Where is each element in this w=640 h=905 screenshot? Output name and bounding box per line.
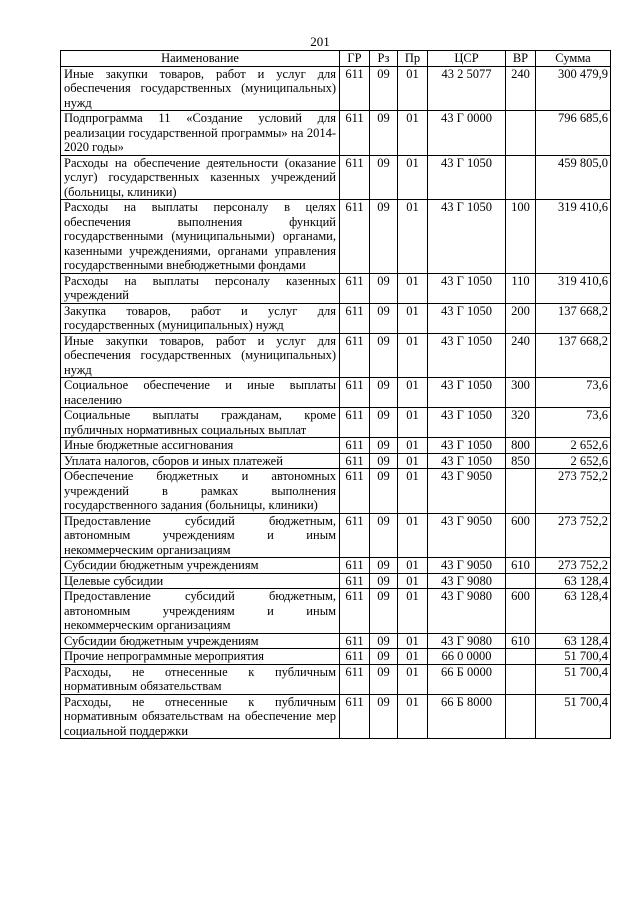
table-row	[61, 589, 611, 634]
row-csr: 43 Г 0000	[428, 111, 506, 156]
row-sum: 73,6	[536, 378, 611, 408]
row-sum: 319 410,6	[536, 200, 611, 274]
table-row	[61, 664, 611, 694]
row-sum: 273 752,2	[536, 513, 611, 558]
table-row	[61, 469, 611, 514]
row-csr: 43 Г 1050	[428, 155, 506, 200]
row-sum: 319 410,6	[536, 273, 611, 303]
row-gr: 611	[340, 453, 370, 469]
row-sum: 51 700,4	[536, 694, 611, 739]
row-pr: 01	[398, 378, 428, 408]
row-csr: 43 Г 9050	[428, 513, 506, 558]
row-name: Предоставление субсидий бюджетным, автономным учреждениям и иным некоммерческим организациям	[61, 589, 340, 634]
header-name: Наименование	[61, 51, 340, 67]
row-pr: 01	[398, 573, 428, 589]
row-rz: 09	[370, 469, 398, 514]
row-rz: 09	[370, 438, 398, 454]
row-sum: 459 805,0	[536, 155, 611, 200]
table-row	[61, 694, 611, 739]
row-rz: 09	[370, 66, 398, 111]
row-rz: 09	[370, 408, 398, 438]
row-sum: 63 128,4	[536, 633, 611, 649]
row-vr	[506, 573, 536, 589]
row-rz: 09	[370, 573, 398, 589]
row-name: Расходы на выплаты персоналу казенных учреждений	[61, 273, 340, 303]
row-vr: 300	[506, 378, 536, 408]
row-pr: 01	[398, 333, 428, 378]
row-pr: 01	[398, 111, 428, 156]
table-row	[61, 303, 611, 333]
row-sum: 51 700,4	[536, 664, 611, 694]
row-gr: 611	[340, 378, 370, 408]
row-pr: 01	[398, 558, 428, 574]
row-gr: 611	[340, 573, 370, 589]
row-gr: 611	[340, 438, 370, 454]
row-vr: 320	[506, 408, 536, 438]
row-sum: 273 752,2	[536, 558, 611, 574]
row-vr: 800	[506, 438, 536, 454]
row-pr: 01	[398, 469, 428, 514]
row-vr: 610	[506, 633, 536, 649]
row-sum: 137 668,2	[536, 333, 611, 378]
row-vr: 200	[506, 303, 536, 333]
row-vr	[506, 469, 536, 514]
page-number: 201	[310, 34, 330, 49]
row-sum: 273 752,2	[536, 469, 611, 514]
table-row	[61, 453, 611, 469]
row-sum: 63 128,4	[536, 573, 611, 589]
row-pr: 01	[398, 155, 428, 200]
table-row	[61, 200, 611, 274]
row-name: Социальные выплаты гражданам, кроме публичных нормативных социальных выплат	[61, 408, 340, 438]
row-sum: 2 652,6	[536, 438, 611, 454]
table-row	[61, 573, 611, 589]
row-pr: 01	[398, 273, 428, 303]
row-pr: 01	[398, 633, 428, 649]
row-name: Целевые субсидии	[61, 573, 340, 589]
row-vr: 600	[506, 589, 536, 634]
row-vr: 240	[506, 66, 536, 111]
row-name: Уплата налогов, сборов и иных платежей	[61, 453, 340, 469]
row-csr: 43 Г 9080	[428, 589, 506, 634]
row-pr: 01	[398, 408, 428, 438]
header-csr: ЦСР	[428, 51, 506, 67]
row-vr	[506, 664, 536, 694]
row-rz: 09	[370, 155, 398, 200]
row-csr: 43 Г 1050	[428, 333, 506, 378]
row-pr: 01	[398, 200, 428, 274]
row-vr	[506, 155, 536, 200]
row-rz: 09	[370, 333, 398, 378]
row-vr	[506, 694, 536, 739]
row-vr: 110	[506, 273, 536, 303]
row-name: Обеспечение бюджетных и автономных учреждений в рамках выполнения государственного задания (больницы, клиники)	[61, 469, 340, 514]
row-rz: 09	[370, 273, 398, 303]
table-row	[61, 513, 611, 558]
row-pr: 01	[398, 453, 428, 469]
budget-table	[60, 50, 611, 739]
row-name: Иные бюджетные ассигнования	[61, 438, 340, 454]
header-sum: Сумма	[536, 51, 611, 67]
row-name: Иные закупки товаров, работ и услуг для обеспечения государственных (муниципальных) нужд	[61, 333, 340, 378]
row-gr: 611	[340, 155, 370, 200]
table-row	[61, 633, 611, 649]
row-gr: 611	[340, 111, 370, 156]
row-pr: 01	[398, 694, 428, 739]
header-gr: ГР	[340, 51, 370, 67]
row-rz: 09	[370, 513, 398, 558]
row-name: Расходы на обеспечение деятельности (оказание услуг) государственных казенных учреждений (больницы, клиники)	[61, 155, 340, 200]
table-row	[61, 378, 611, 408]
row-csr: 43 Г 9050	[428, 558, 506, 574]
row-gr: 611	[340, 200, 370, 274]
row-gr: 611	[340, 558, 370, 574]
row-rz: 09	[370, 453, 398, 469]
header-vr: ВР	[506, 51, 536, 67]
header-pr: Пр	[398, 51, 428, 67]
row-name: Иные закупки товаров, работ и услуг для обеспечения государственных (муниципальных) нужд	[61, 66, 340, 111]
row-gr: 611	[340, 589, 370, 634]
row-rz: 09	[370, 111, 398, 156]
row-gr: 611	[340, 513, 370, 558]
row-csr: 43 Г 1050	[428, 453, 506, 469]
row-name: Социальное обеспечение и иные выплаты населению	[61, 378, 340, 408]
table-row	[61, 408, 611, 438]
row-csr: 43 Г 1050	[428, 303, 506, 333]
row-csr: 43 Г 1050	[428, 273, 506, 303]
row-name: Предоставление субсидий бюджетным, автономным учреждениям и иным некоммерческим организациям	[61, 513, 340, 558]
row-csr: 43 Г 1050	[428, 408, 506, 438]
row-pr: 01	[398, 649, 428, 665]
table-row	[61, 155, 611, 200]
table-header-row	[61, 51, 611, 67]
row-sum: 73,6	[536, 408, 611, 438]
row-gr: 611	[340, 66, 370, 111]
header-rz: Рз	[370, 51, 398, 67]
row-pr: 01	[398, 303, 428, 333]
row-rz: 09	[370, 694, 398, 739]
row-csr: 43 Г 1050	[428, 378, 506, 408]
row-rz: 09	[370, 378, 398, 408]
row-name: Субсидии бюджетным учреждениям	[61, 558, 340, 574]
row-csr: 43 Г 9050	[428, 469, 506, 514]
row-pr: 01	[398, 513, 428, 558]
row-name: Расходы, не отнесенные к публичным нормативным обязательствам	[61, 664, 340, 694]
row-sum: 63 128,4	[536, 589, 611, 634]
row-rz: 09	[370, 633, 398, 649]
row-csr: 43 Г 9080	[428, 633, 506, 649]
table-row	[61, 649, 611, 665]
row-sum: 796 685,6	[536, 111, 611, 156]
row-vr	[506, 649, 536, 665]
row-vr: 850	[506, 453, 536, 469]
row-vr: 100	[506, 200, 536, 274]
row-rz: 09	[370, 558, 398, 574]
row-gr: 611	[340, 303, 370, 333]
row-gr: 611	[340, 664, 370, 694]
row-csr: 43 Г 9080	[428, 573, 506, 589]
row-sum: 51 700,4	[536, 649, 611, 665]
row-gr: 611	[340, 408, 370, 438]
table-row	[61, 273, 611, 303]
row-rz: 09	[370, 200, 398, 274]
row-gr: 611	[340, 333, 370, 378]
row-vr	[506, 111, 536, 156]
row-rz: 09	[370, 649, 398, 665]
row-pr: 01	[398, 589, 428, 634]
row-sum: 300 479,9	[536, 66, 611, 111]
table-row	[61, 333, 611, 378]
row-vr: 610	[506, 558, 536, 574]
row-name: Закупка товаров, работ и услуг для государственных (муниципальных) нужд	[61, 303, 340, 333]
row-gr: 611	[340, 273, 370, 303]
row-name: Расходы на выплаты персоналу в целях обеспечения выполнения функций государственными (муниципальными) органами, казенными учреждениями, органами управления государственными внебюджетными фондами	[61, 200, 340, 274]
row-sum: 137 668,2	[536, 303, 611, 333]
row-pr: 01	[398, 438, 428, 454]
table-row	[61, 558, 611, 574]
table-row	[61, 66, 611, 111]
row-gr: 611	[340, 694, 370, 739]
row-csr: 43 2 5077	[428, 66, 506, 111]
row-csr: 66 Б 8000	[428, 694, 506, 739]
row-name: Прочие непрограммные мероприятия	[61, 649, 340, 665]
row-vr: 240	[506, 333, 536, 378]
row-rz: 09	[370, 303, 398, 333]
row-pr: 01	[398, 664, 428, 694]
row-csr: 43 Г 1050	[428, 200, 506, 274]
row-rz: 09	[370, 664, 398, 694]
row-name: Расходы, не отнесенные к публичным нормативным обязательствам на обеспечение мер социальной поддержки	[61, 694, 340, 739]
row-gr: 611	[340, 649, 370, 665]
row-rz: 09	[370, 589, 398, 634]
row-csr: 66 0 0000	[428, 649, 506, 665]
row-name: Подпрограмма 11 «Создание условий для реализации государственной программы» на 2014-2020 годы»	[61, 111, 340, 156]
table-row	[61, 438, 611, 454]
row-gr: 611	[340, 469, 370, 514]
row-name: Субсидии бюджетным учреждениям	[61, 633, 340, 649]
table-row	[61, 111, 611, 156]
row-pr: 01	[398, 66, 428, 111]
row-gr: 611	[340, 633, 370, 649]
row-csr: 43 Г 1050	[428, 438, 506, 454]
row-csr: 66 Б 0000	[428, 664, 506, 694]
row-sum: 2 652,6	[536, 453, 611, 469]
row-vr: 600	[506, 513, 536, 558]
